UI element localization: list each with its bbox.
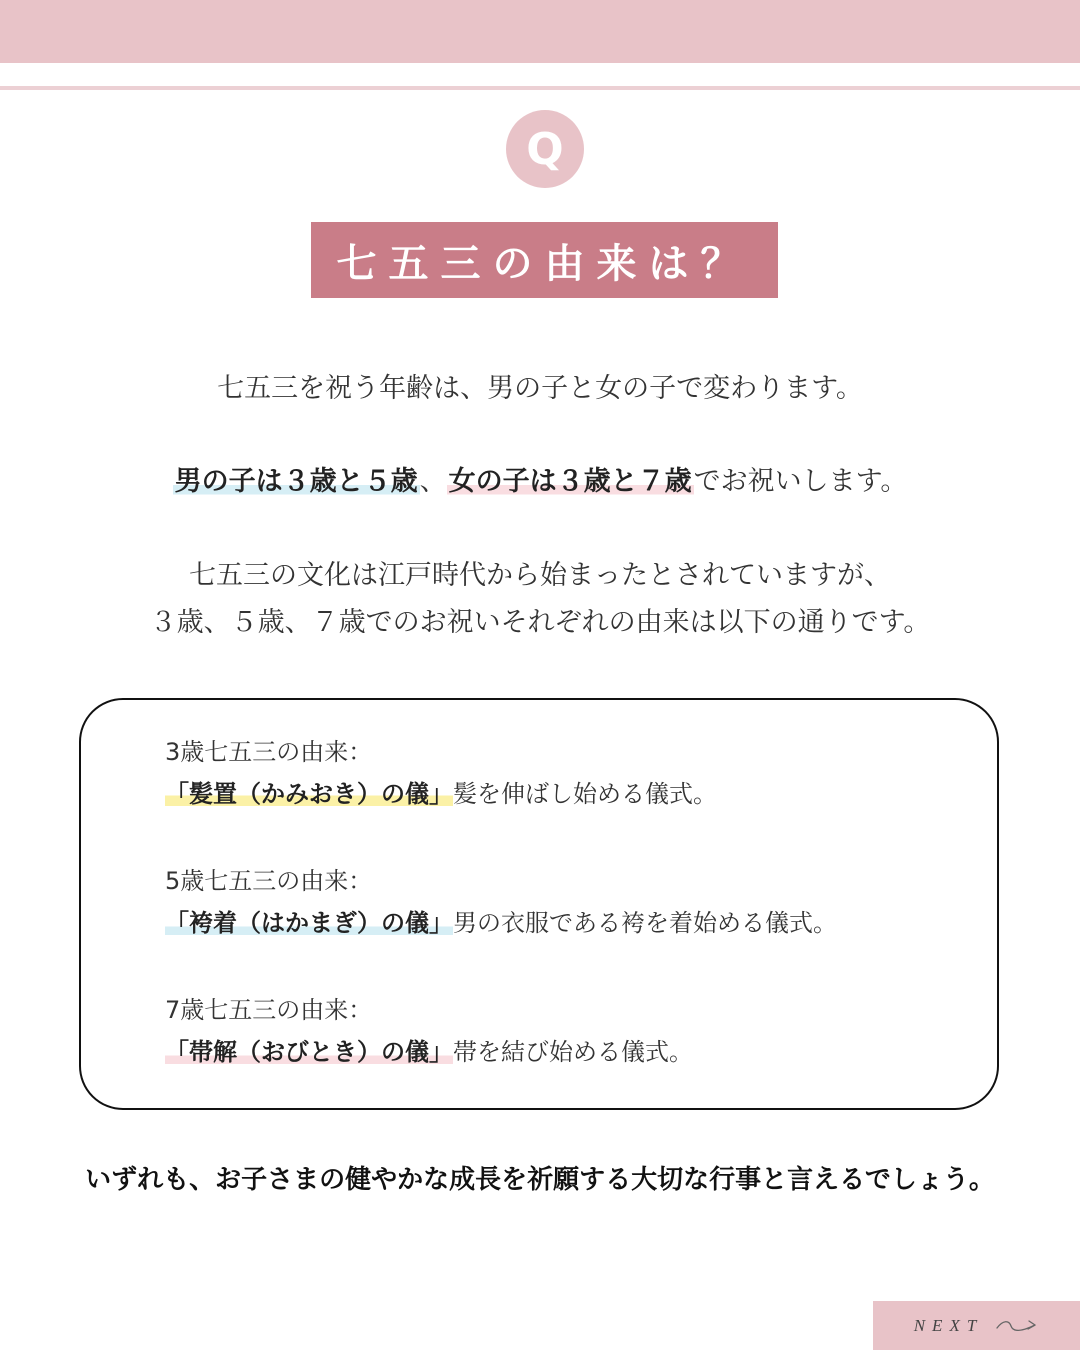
- boys-ages-highlight: 男の子は３歳と５歳: [174, 466, 418, 497]
- girls-ages-highlight: 女の子は３歳と７歳: [448, 466, 692, 497]
- origin-row: [165, 774, 965, 814]
- page-title-text: 七五三の由来は？: [336, 240, 753, 287]
- q-badge: Q: [506, 110, 584, 188]
- origin-row: [165, 1032, 965, 1072]
- intro-line-1: 七五三を祝う年齢は、男の子と女の子で変わります。: [217, 373, 863, 404]
- ceremony-description: 男の衣服である袴を着始める儀式。: [453, 909, 837, 937]
- intro-line-3: 七五三の文化は江戸時代から始まったとされていますが、: [189, 560, 891, 591]
- origin-item-3: [165, 736, 965, 814]
- intro-separator: 、: [419, 466, 447, 497]
- ceremony-name: 「帯解（おびとき）の儀」: [165, 1038, 453, 1066]
- ceremony-name: 「袴着（はかまぎ）の儀」: [165, 909, 453, 937]
- origin-item-7: [165, 994, 965, 1072]
- origin-row: [165, 903, 965, 943]
- origin-age-label: 3歳七五三の由来：: [165, 738, 373, 766]
- ceremony-description: 髪を伸ばし始める儀式。: [453, 780, 717, 808]
- top-divider: [0, 86, 1080, 90]
- ceremony-name: 「髪置（かみおき）の儀」: [165, 780, 453, 808]
- next-button[interactable]: [873, 1301, 1080, 1350]
- origin-age-label: 7歳七五三の由来：: [165, 996, 373, 1024]
- origin-item-5: [165, 865, 965, 943]
- origin-age-label: 5歳七五三の由来：: [165, 867, 373, 895]
- next-label: NEXT: [913, 1315, 984, 1335]
- origins-box: [79, 698, 999, 1110]
- ceremony-description: 帯を結び始める儀式。: [453, 1038, 693, 1066]
- conclusion-text: いずれも、お子さまの健やかな成長を祈願する大切な行事と言えるでしょう。: [85, 1165, 995, 1195]
- page-title: [311, 222, 778, 298]
- arrow-right-icon: [995, 1316, 1039, 1336]
- intro-line-2-suffix: でお祝いします。: [693, 466, 908, 497]
- top-band: [0, 0, 1080, 63]
- intro-line-4: ３歳、５歳、７歳でのお祝いそれぞれの由来は以下の通りです。: [149, 607, 931, 638]
- intro-line-2: [0, 459, 1080, 505]
